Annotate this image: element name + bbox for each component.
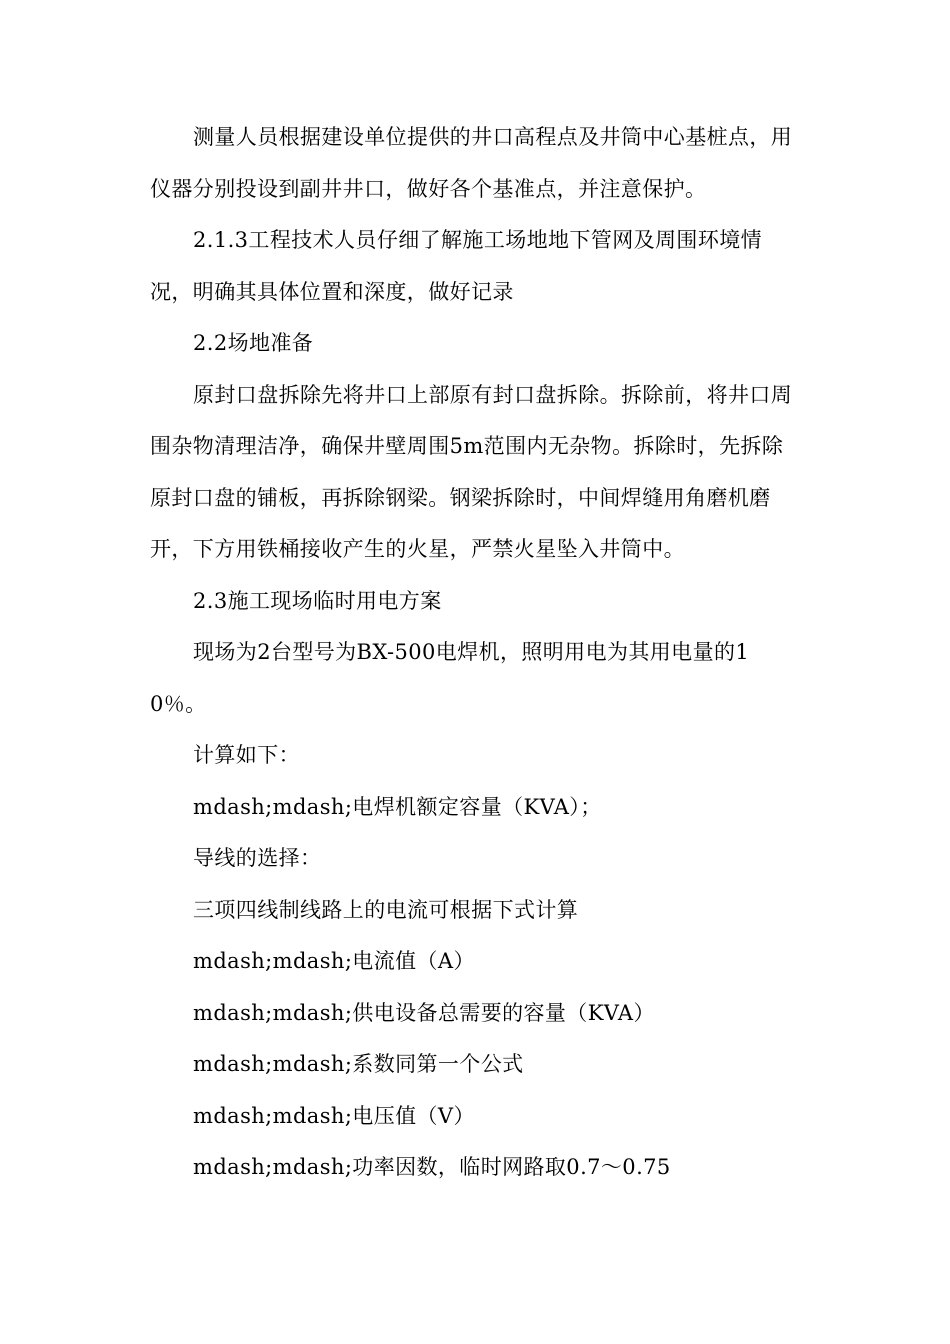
paragraph-survey-points: 测量人员根据建设单位提供的井口高程点及井筒中心基桩点，用仪器分别投设到副井井口，做好各个基准点，并注意保护。 bbox=[150, 125, 793, 201]
paragraph-wire-selection: 导线的选择： bbox=[193, 846, 322, 870]
paragraph-voltage: mdash;mdash;电压值（V） bbox=[193, 1103, 475, 1128]
paragraph-cover-removal: 原封口盘拆除先将井口上部原有封口盘拆除。拆除前，将井口周围杂物清理洁净，确保井壁周围5m范围内无杂物。拆除时，先拆除原封口盘的铺板，再拆除钢梁。钢梁拆除时，中间焊缝用角磨机磨开，下方用铁桶接收产生的火星，严禁火星坠入井筒中。 bbox=[150, 382, 793, 561]
paragraph-calculation: 计算如下： bbox=[193, 743, 300, 767]
paragraph-welder-capacity: mdash;mdash;电焊机额定容量（KVA）； bbox=[193, 794, 602, 819]
paragraph-coefficient: mdash;mdash;系数同第一个公式 bbox=[193, 1052, 524, 1076]
paragraph-welders: 现场为2台型号为BX-500电焊机，照明用电为其用电量的10％。 bbox=[150, 640, 750, 716]
paragraph-2-1-3: 2.1.3工程技术人员仔细了解施工场地地下管网及周围环境情况，明确其具体位置和深度，做好记录 bbox=[150, 228, 763, 304]
heading-2-3: 2.3施工现场临时用电方案 bbox=[193, 588, 442, 613]
paragraph-power-factor: mdash;mdash;功率因数，临时网路取0.7～0.75 bbox=[193, 1155, 671, 1179]
paragraph-current-value: mdash;mdash;电流值（A） bbox=[193, 949, 475, 973]
heading-2-2: 2.2场地准备 bbox=[193, 331, 314, 355]
paragraph-total-capacity: mdash;mdash;供电设备总需要的容量（KVA） bbox=[193, 1000, 655, 1025]
paragraph-three-phase: 三项四线制线路上的电流可根据下式计算 bbox=[193, 897, 579, 922]
document-body bbox=[150, 112, 800, 1194]
